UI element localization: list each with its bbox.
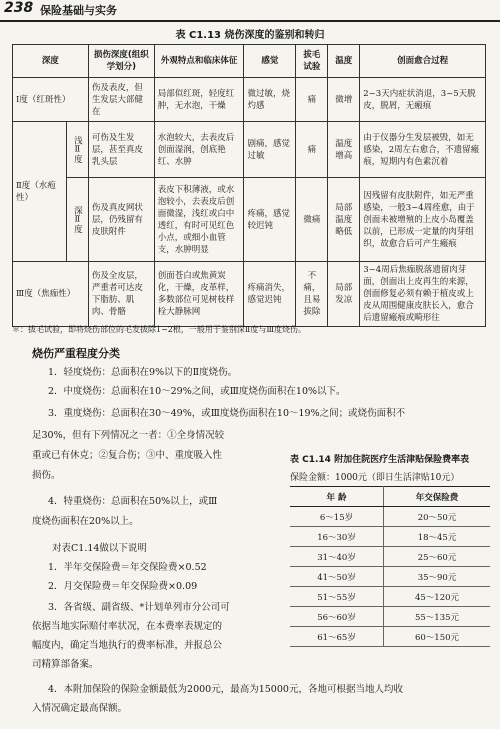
paragraph: 重或已有休克；②复合伤；③中、重度吸入性	[32, 450, 223, 461]
cell-hair: 不痛，且易拔除	[296, 262, 328, 327]
cell-healing: 2~3天内症状消退，3~5天脱皮，脱屑，无瘢痕	[360, 78, 486, 122]
cell-appearance: 表皮下积薄液，或水泡较小，去表皮后创面微湿，浅红或白中透红，有时可见红色小点，或细小血管支，水肿明显	[154, 178, 244, 262]
table-row	[290, 527, 490, 547]
cell-hair: 微痛	[296, 178, 328, 262]
table-row	[13, 122, 486, 178]
cell-age: 16～30岁	[290, 527, 384, 547]
table-c1-14-title: 表 C1.14 附加住院医疗生活津贴保险费率表	[290, 455, 470, 465]
cell-sensation: 微过敏，烧灼感	[244, 78, 296, 122]
col-healing: 创面愈合过程	[360, 45, 486, 78]
table-c1-14-subtitle: 保险金额：1000元（即日生活津贴10元）	[290, 473, 460, 483]
cell-age: 41～50岁	[290, 567, 384, 587]
cell-subdepth: 深Ⅱ度	[66, 178, 88, 262]
cell-hair: 痛	[296, 78, 328, 122]
cell-premium: 18～45元	[384, 527, 490, 547]
paragraph: 2．月交保险费＝年交保险费×0.09	[48, 581, 198, 592]
cell-healing: 因残留有皮肤附件，如无严重感染，一般3~4周痊愈，由于创面未被增殖的上皮小岛覆盖以前，已形成一定量的肉芽组织，故愈合后可产生瘢痕	[360, 178, 486, 262]
cell-age: 51～55岁	[290, 587, 384, 607]
cell-premium: 55～135元	[384, 607, 490, 627]
col-appearance: 外观特点和临床体征	[154, 45, 244, 78]
paragraph: 足30%，但有下列情况之一者：①全身情况较	[32, 430, 225, 441]
cell-depth: Ⅲ度（焦痂性）	[13, 262, 89, 327]
paragraph: 3．重度烧伤：总面积在30～49%，或Ⅲ度烧伤面积在10～19%之间；或烧伤面积不	[48, 408, 406, 419]
section-title: 烧伤严重程度分类	[32, 347, 120, 360]
cell-temp: 局部温度略低	[328, 178, 360, 262]
paragraph: 度烧伤面积在20%以上。	[32, 516, 139, 527]
paragraph: 依据当地实际赔付率状况，在本费率表规定的	[32, 621, 223, 632]
cell-subdepth: 浅Ⅱ度	[66, 122, 88, 178]
paragraph: 4．本附加保险的保险金额最低为2000元，最高为15000元，各地可根据当地人均收	[48, 684, 403, 695]
cell-age: 6～15岁	[290, 507, 384, 527]
cell-premium: 35～90元	[384, 567, 490, 587]
table-row	[13, 78, 486, 122]
table-row	[13, 262, 486, 327]
cell-premium: 60～150元	[384, 627, 490, 647]
table-c1-13-title: 表 C1.13 烧伤深度的鉴别和转归	[175, 30, 325, 41]
paragraph: 司精算部备案。	[32, 659, 99, 670]
col-temperature: 温度	[328, 45, 360, 78]
burn-depth-table	[12, 44, 486, 327]
page-number: 238	[4, 0, 34, 16]
table-header-row	[13, 45, 486, 78]
cell-age: 56～60岁	[290, 607, 384, 627]
cell-temp: 温度增高	[328, 122, 360, 178]
paragraph: 入情况确定最高保额。	[32, 703, 128, 714]
table-row	[290, 567, 490, 587]
cell-premium: 20～50元	[384, 507, 490, 527]
col-hair-test: 拔毛试验	[296, 45, 328, 78]
table-footnote: ＊：拔毛试验，即将烧伤部位的毛发拔除1~2根，一般用于鉴别深Ⅱ度与Ⅲ度烧伤。	[12, 325, 307, 334]
cell-premium: 45～120元	[384, 587, 490, 607]
cell-temp: 微增	[328, 78, 360, 122]
premium-rate-table	[290, 486, 490, 647]
cell-temp: 局部发凉	[328, 262, 360, 327]
paragraph: 对表C1.14做以下说明	[52, 543, 147, 554]
cell-appearance: 创面苍白或焦黄炭化，干燥，皮革样，多数部位可见树枝样栓大静脉网	[154, 262, 244, 327]
cell-depth: Ⅰ度（红斑性）	[13, 78, 89, 122]
cell-tissue: 伤及真皮网状层，仍残留有皮肤附件	[88, 178, 154, 262]
cell-depth-group: Ⅱ度（水疱性）	[13, 122, 67, 262]
col-sensation: 感觉	[244, 45, 296, 78]
cell-tissue: 伤及表皮，但生发层大部健在	[88, 78, 154, 122]
paragraph: 2．中度烧伤：总面积在10～29%之间，或Ⅲ度烧伤面积在10%以下。	[48, 386, 346, 397]
table-row	[290, 587, 490, 607]
cell-healing: 由于仪器分生发层被毁，如无感染，2周左右愈合，不遗留瘢痕，短期内有色素沉着	[360, 122, 486, 178]
cell-healing: 3~4周后焦痂脱落遗留肉芽面，创面出上皮再生的来源，创面修复必须有赖于植皮或上皮从周围健康皮肤长入，愈合后遗留瘢痕或畸形往	[360, 262, 486, 327]
paragraph: 1．轻度烧伤：总面积在9%以下的Ⅱ度烧伤。	[48, 367, 238, 378]
table-row	[290, 627, 490, 647]
table-row	[290, 547, 490, 567]
paragraph: 幅度内，确定当地执行的费率标准，并报总公	[32, 640, 223, 651]
page-header	[0, 0, 500, 22]
table-row	[290, 607, 490, 627]
cell-sensation: 剧痛，感觉过敏	[244, 122, 296, 178]
cell-premium: 25～60元	[384, 547, 490, 567]
paragraph: 1．半年交保险费＝年交保险费×0.52	[48, 562, 207, 573]
cell-tissue: 可伤及生发层，甚至真皮乳头层	[88, 122, 154, 178]
paragraph: 3．各省级、副省级、*计划单列市分公司可	[48, 602, 230, 613]
cell-appearance: 水泡较大，去表皮后创面湿润，创底艳红、水肿	[154, 122, 244, 178]
cell-sensation: 疼痛，感觉较迟钝	[244, 178, 296, 262]
col-premium: 年交保险费	[384, 487, 490, 507]
paragraph: 损伤。	[32, 470, 61, 481]
cell-hair: 痛	[296, 122, 328, 178]
table-row	[290, 507, 490, 527]
book-title: 保险基础与实务	[40, 4, 117, 17]
cell-age: 61～65岁	[290, 627, 384, 647]
paragraph: 4．特重烧伤：总面积在50%以上，或Ⅲ	[48, 496, 218, 507]
col-age: 年 龄	[290, 487, 384, 507]
cell-age: 31～40岁	[290, 547, 384, 567]
col-tissue: 损伤深度(组织学划分)	[88, 45, 154, 78]
col-depth: 深度	[13, 45, 89, 78]
table-row	[13, 178, 486, 262]
cell-tissue: 伤及全皮层，严重者可达皮下脂肪、肌肉、骨骼	[88, 262, 154, 327]
cell-appearance: 局部似红斑，轻度红肿，无水泡，干燥	[154, 78, 244, 122]
cell-sensation: 疼痛消失，感觉迟钝	[244, 262, 296, 327]
table-header-row	[290, 487, 490, 507]
